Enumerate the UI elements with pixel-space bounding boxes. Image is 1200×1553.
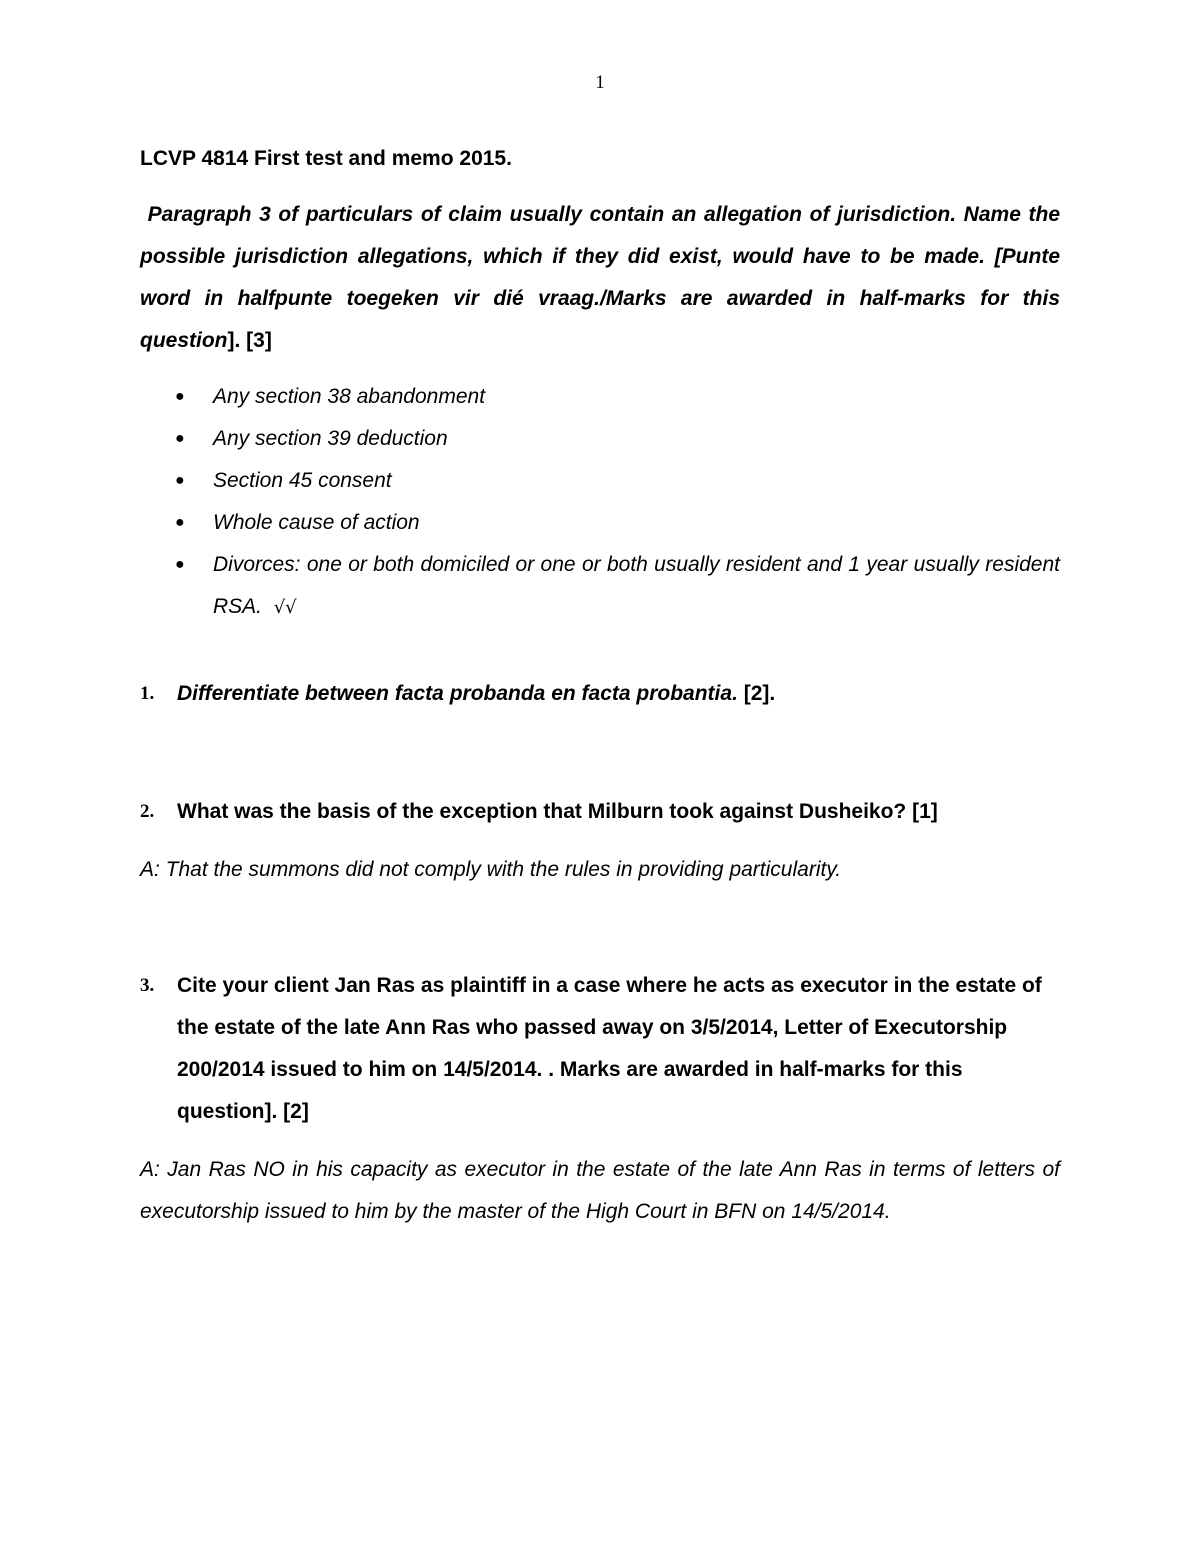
list-item: ● Whole cause of action <box>140 502 1060 544</box>
question-number: 3. <box>140 975 155 996</box>
page-number: 1 <box>595 72 605 93</box>
document-title: LCVP 4814 First test and memo 2015. <box>140 147 512 170</box>
question-text: What was the basis of the exception that Milburn took against Dusheiko? [1] <box>177 800 938 823</box>
bullet-icon: ● <box>175 388 185 405</box>
question-2 <box>140 791 1060 833</box>
answer-3: A: Jan Ras NO in his capacity as executor in the estate of the late Ann Ras in terms of letters of executorship issued to him by the master of the High Court in BFN on 14/5/2014. <box>140 1158 1060 1223</box>
question-text: Cite your client Jan Ras as plaintiff in a case where he acts as executor in the estate of the estate of the late Ann Ras who passed away on 3/5/2014, Letter of Executorship 200/2014 issued to him on 14/5/2014. . Marks are awarded in half-marks for this question]. [2] <box>177 974 1042 1123</box>
bullet-icon: ● <box>175 472 185 489</box>
question-text: Differentiate between facta probanda en facta probantia. <box>177 682 738 705</box>
question-3 <box>140 965 1060 1133</box>
bullet-icon: ● <box>175 514 185 531</box>
check-marks: √√ <box>273 597 297 618</box>
list-item: ● Any section 39 deduction <box>140 418 1060 460</box>
question-number: 2. <box>140 801 155 822</box>
intro-question-text: Paragraph 3 of particulars of claim usually contain an allegation of jurisdiction. Name the possible jurisdiction allegations, which if they did exist, would have to be made. [Punte word in halfpunte toegeken vir dié vraag./Marks are awarded in half-marks for this question <box>140 203 1060 352</box>
bullet-icon: ● <box>175 556 185 573</box>
answer-2: A: That the summons did not comply with the rules in providing particularity. <box>140 858 842 881</box>
list-item: ● Section 45 consent <box>140 460 1060 502</box>
list-item: ● Any section 38 abandonment <box>140 376 1060 418</box>
intro-answer-list <box>140 376 1060 629</box>
question-marks: [2]. <box>737 682 776 705</box>
question-1 <box>140 673 1060 715</box>
list-item: ● Divorces: one or both domiciled or one or both usually resident and 1 year usually resident RSA. √√ <box>140 544 1060 629</box>
intro-question-marks: ]. [3] <box>227 329 272 352</box>
bullet-icon: ● <box>175 430 185 447</box>
document-body <box>140 138 1060 1233</box>
question-number: 1. <box>140 683 155 704</box>
intro-question <box>140 194 1060 362</box>
